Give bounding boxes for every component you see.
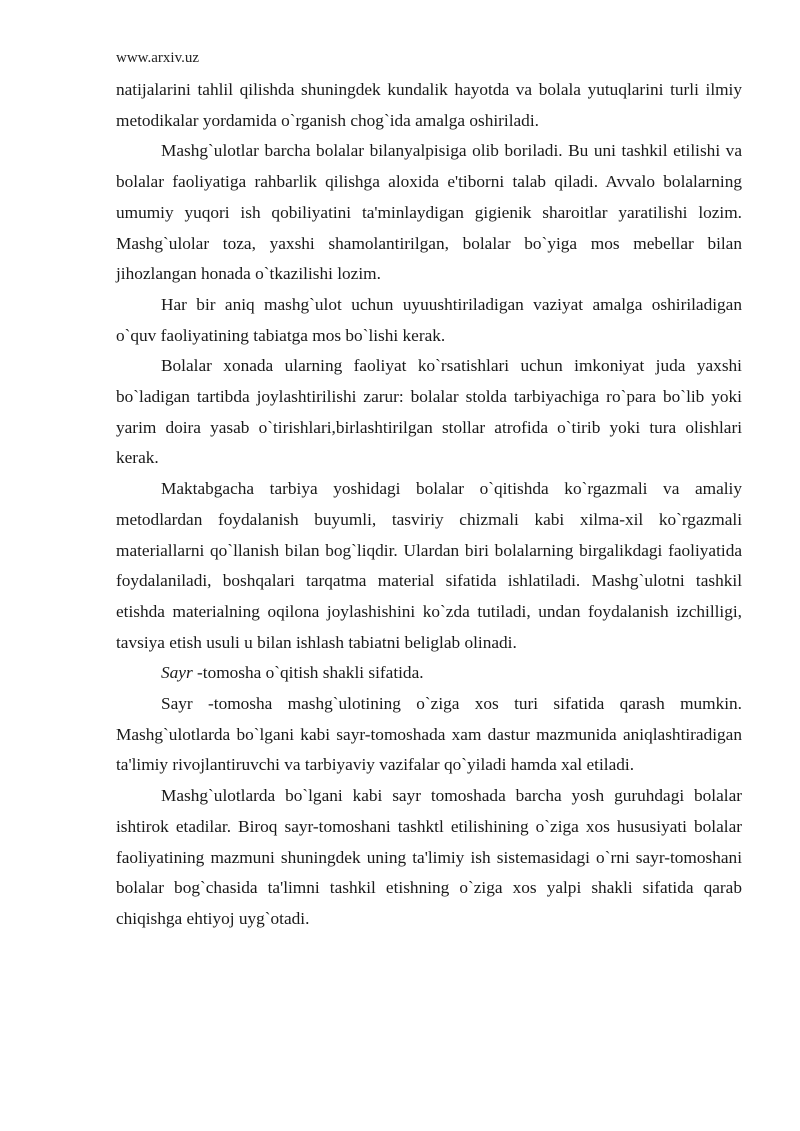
page-header-site: www.arxiv.uz: [116, 50, 200, 66]
section-heading-rest: -tomosha o`qitish shakli sifatida.: [192, 663, 424, 683]
paragraph-5: Maktabgacha tarbiya yoshidagi bolalar o`qitishda ko`rgazmali va amaliy metodlardan foydalanish buyumli, tasviriy chizmali kabi xilma-xil ko`rgazmali materiallarni qo`llanish bilan bog`liqdir. Ulardan biri bolalarning birgalikdagi faoliyatida foydalaniladi, boshqalari tarqatma material sifatida ishlatiladi. Mashg`ulotni tashkil etishda materialning oqilona joylashishini ko`zda tutiladi, undan foydalanish izchilligi, tavsiya etish usuli u bilan ishlash tabiatni beliglab olinadi.: [116, 479, 742, 652]
paragraph-3: Har bir aniq mashg`ulot uchun uyuushtiriladigan vaziyat amalga oshiriladigan o`quv faoliyatining tabiatga mos bo`lishi kerak.: [116, 294, 742, 345]
section-heading-sayr: [116, 658, 742, 689]
section-heading-italic: Sayr: [161, 663, 193, 683]
paragraph-7: Mashg`ulotlarda bo`lgani kabi sayr tomoshada barcha yosh guruhdagi bolalar ishtirok etadilar. Biroq sayr-tomoshani tashktl etilishining o`ziga xos hususiyati bolalar faoliyatining mazmuni shuningdek uning ta'limiy ish sistemasidagi o`rni sayr-tomoshani bolalar bog`chasida ta'limni tashkil etishning o`ziga xos yalpi shakli sifatida qarab chiqishga ehtiyoj uyg`otadi.: [116, 786, 742, 928]
paragraph-6: Sayr -tomosha mashg`ulotining o`ziga xos turi sifatida qarash mumkin. Mashg`ulotlarda bo`lgani kabi sayr-tomoshada xam dastur mazmunida aniqlashtiradigan ta'limiy rivojlantiruvchi va tarbiyaviy vazifalar qo`yiladi hamda xal etiladi.: [116, 694, 742, 775]
paragraph-1: natijalarini tahlil qilishda shuningdek kundalik hayotda va bolala yutuqlarini turli ilmiy metodikalar yordamida o`rganish chog`ida amalga oshiriladi.: [116, 80, 742, 130]
paragraph-4: Bolalar xonada ularning faoliyat ko`rsatishlari uchun imkoniyat juda yaxshi bo`ladigan tartibda joylashtirilishi zarur: bolalar stolda tarbiyachiga ro`para bo`lib yoki yarim doira yasab o`tirishlari,birlashtirilgan stollar atrofida o`tirib yoki tura olishlari kerak.: [116, 356, 742, 468]
paragraph-2: Mashg`ulotlar barcha bolalar bilanyalpisiga olib boriladi. Bu uni tashkil etilishi va bolalar faoliyatiga rahbarlik qilishga aloxida e'tiborni talab qiladi. Avvalo bolalarning umumiy yuqori ish qobiliyatini ta'minlaydigan gigienik sharoitlar yaratilishi lozim. Mashg`ulolar toza, yaxshi shamolantirilgan, bolalar bo`yiga mos mebellar bilan jihozlangan honada o`tkazilishi lozim.: [116, 141, 742, 284]
document-body: [116, 75, 742, 935]
